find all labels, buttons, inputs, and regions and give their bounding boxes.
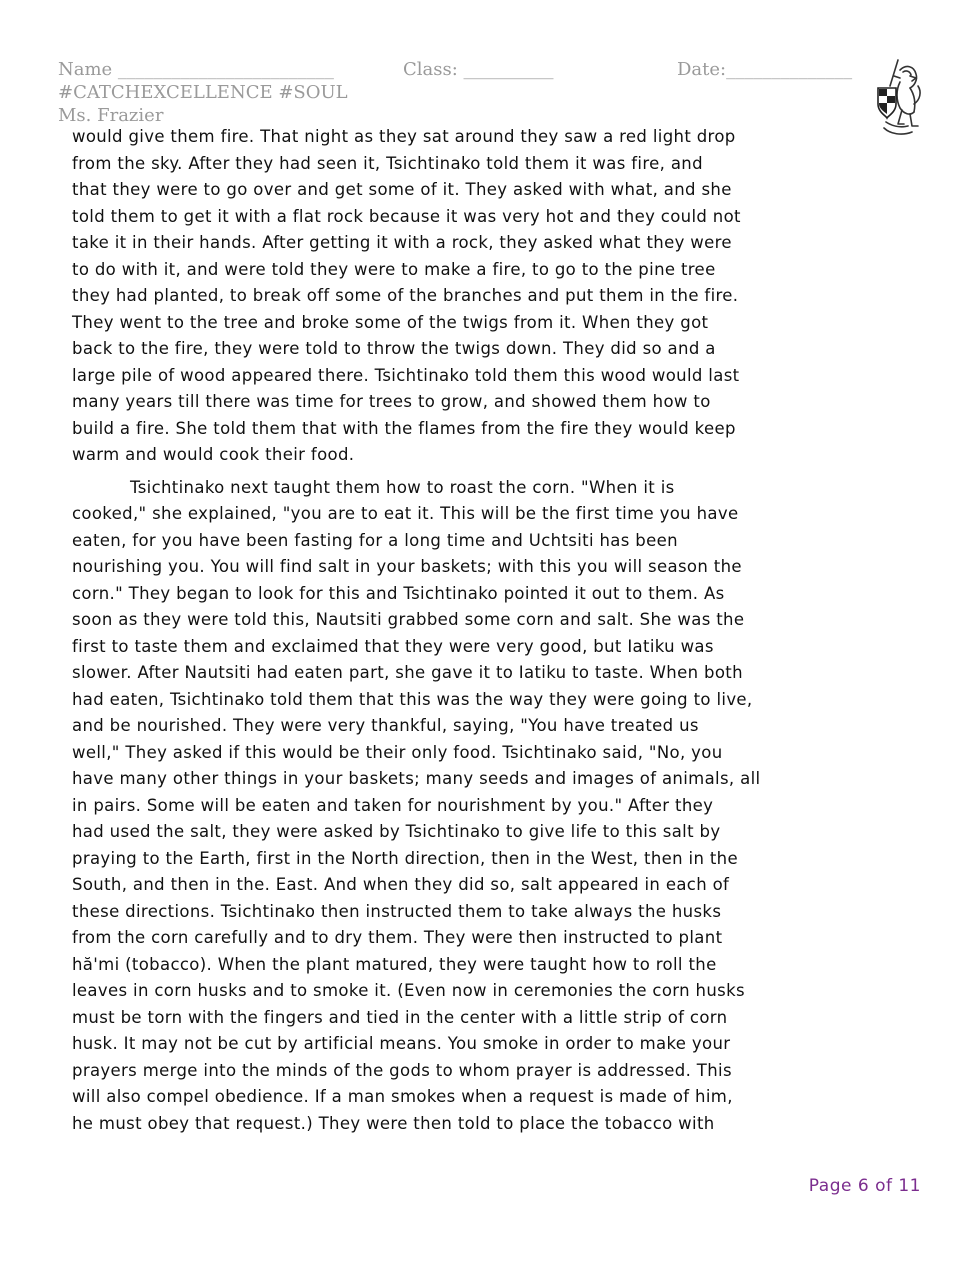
text-line: back to the fire, they were told to throw the twigs down. They did so and a: [72, 339, 716, 358]
text-line: well," They asked if this would be their only food. Tsichtinako said, "No, you: [72, 742, 723, 762]
page-number: Page 6 of 11: [808, 1176, 921, 1196]
hashtags-text: #CATCHEXCELLENCE #SOUL: [58, 82, 348, 103]
text-line: praying to the Earth, first in the North direction, then in the West, then in the: [72, 848, 738, 868]
text-line: these directions. Tsichtinako then instructed them to take always the husks: [72, 901, 722, 921]
text-line: told them to get it with a flat rock because it was very hot and they could not: [72, 206, 741, 226]
paragraph-1: [72, 124, 762, 469]
text-line: warm and would cook their food.: [72, 445, 355, 464]
text-line: take it in their hands. After getting it with a rock, they asked what they were: [72, 233, 732, 252]
text-line: prayers merge into the minds of the gods to whom prayer is addressed. This: [72, 1060, 732, 1080]
date-field-label: Date:______________: [677, 59, 853, 80]
text-line: build a fire. She told them that with the flames from the fire they would keep: [72, 418, 736, 438]
text-line: nourishing you. You will find salt in your baskets; with this you will season the: [72, 557, 742, 576]
name-field-label: Name ________________________: [58, 59, 334, 80]
heraldic-lion-crest-icon: [870, 56, 924, 138]
text-line: had used the salt, they were asked by Tsichtinako to give life to this salt by: [72, 822, 721, 841]
text-line: soon as they were told this, Nautsiti grabbed some corn and salt. She was the: [72, 610, 745, 629]
text-line: he must obey that request.) They were then told to place the tobacco with: [72, 1113, 715, 1133]
text-line: husk. It may not be cut by artificial means. You smoke in order to make your: [72, 1034, 731, 1053]
text-line: would give them fire. That night as they sat around they saw a red light drop: [72, 127, 736, 146]
text-line: and be nourished. They were very thankful, saying, "You have treated us: [72, 716, 699, 735]
text-line: will also compel obedience. If a man smokes when a request is made of him,: [72, 1087, 733, 1106]
class-field-label: Class: __________: [403, 59, 554, 80]
text-line: from the corn carefully and to dry them. They were then instructed to plant: [72, 928, 723, 947]
text-line: that they were to go over and get some of it. They asked with what, and she: [72, 180, 732, 199]
paragraph-2: [72, 475, 762, 1138]
text-line: eaten, for you have been fasting for a long time and Uchtsiti has been: [72, 530, 678, 550]
text-line: cooked," she explained, "you are to eat it. This will be the first time you have: [72, 504, 739, 523]
text-line: slower. After Nautsiti had eaten part, she gave it to Iatiku to taste. When both: [72, 663, 743, 682]
text-line: first to taste them and exclaimed that they were very good, but Iatiku was: [72, 636, 714, 656]
text-line: to do with it, and were told they were to make a fire, to go to the pine tree: [72, 259, 716, 279]
text-line: They went to the tree and broke some of the twigs from it. When they got: [72, 312, 709, 332]
text-line: from the sky. After they had seen it, Tsichtinako told them it was fire, and: [72, 153, 703, 173]
text-line: have many other things in your baskets; many seeds and images of animals, all: [72, 769, 761, 788]
header-fields-row: [58, 58, 888, 81]
text-line: in pairs. Some will be eaten and taken for nourishment by you." After they: [72, 795, 714, 815]
text-line: they had planted, to break off some of the branches and put them in the fire.: [72, 286, 739, 305]
text-line: must be torn with the fingers and tied in the center with a little strip of corn: [72, 1007, 728, 1027]
story-text: [72, 124, 762, 1143]
teacher-name: Ms. Frazier: [58, 105, 164, 126]
worksheet-header: [58, 58, 888, 127]
text-line: large pile of wood appeared there. Tsichtinako told them this wood would last: [72, 365, 740, 385]
text-line: many years till there was time for trees to grow, and showed them how to: [72, 392, 711, 411]
text-line: Tsichtinako next taught them how to roast the corn. "When it is: [130, 477, 675, 497]
text-line: hă'mi (tobacco). When the plant matured, they were taught how to roll the: [72, 954, 717, 974]
text-line: leaves in corn husks and to smoke it. (Even now in ceremonies the corn husks: [72, 981, 745, 1000]
text-line: corn." They began to look for this and Tsichtinako pointed it out to them. As: [72, 583, 725, 603]
text-line: had eaten, Tsichtinako told them that this was the way they were going to live,: [72, 689, 753, 709]
text-line: South, and then in the. East. And when they did so, salt appeared in each of: [72, 875, 730, 894]
